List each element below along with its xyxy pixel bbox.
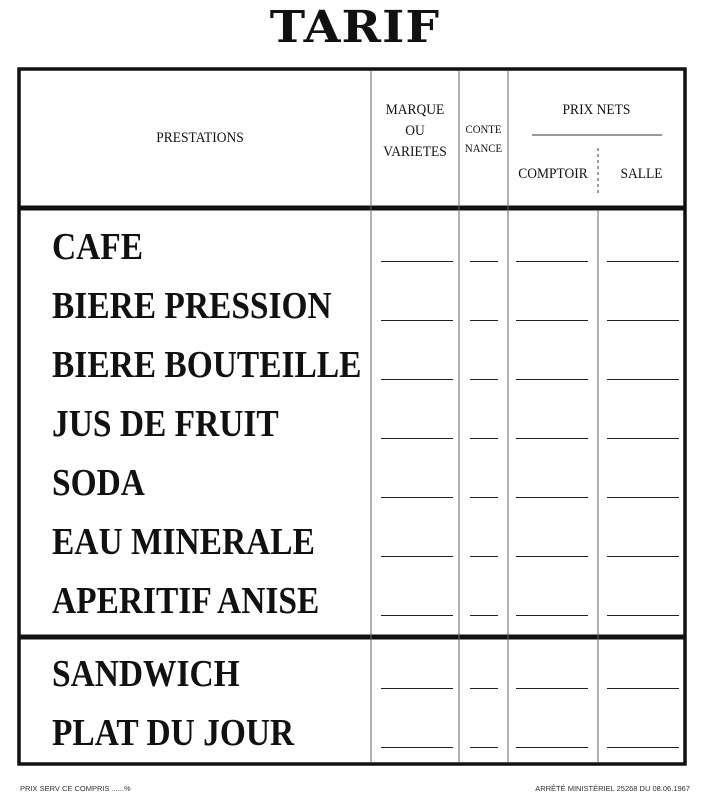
header-marque-line1: MARQUE: [385, 102, 445, 118]
contenance-blank[interactable]: [470, 688, 498, 689]
comptoir-blank[interactable]: [516, 556, 588, 557]
header-prestations: PRESTATIONS: [156, 130, 244, 146]
header-contenance-line2: NANCE: [464, 141, 503, 156]
header-comptoir: COMPTOIR: [518, 166, 588, 182]
marque-blank[interactable]: [381, 320, 453, 321]
header-salle: SALLE: [620, 166, 663, 182]
footer-service-note: PRIX SERV CE COMPRIS ......%: [20, 784, 131, 793]
contenance-blank[interactable]: [470, 261, 498, 262]
item-label: CAFE: [52, 226, 144, 268]
salle-blank[interactable]: [607, 320, 679, 321]
contenance-blank[interactable]: [470, 747, 498, 748]
header-contenance: [461, 120, 505, 158]
header-contenance-line1: CONTE: [465, 122, 502, 136]
header-marque-line3: VARIETES: [383, 144, 447, 160]
comptoir-blank[interactable]: [516, 497, 588, 498]
marque-blank[interactable]: [381, 556, 453, 557]
salle-blank[interactable]: [607, 615, 679, 616]
marque-blank[interactable]: [381, 379, 453, 380]
contenance-blank[interactable]: [470, 497, 498, 498]
marque-blank[interactable]: [381, 615, 453, 616]
item-label: EAU MINERALE: [52, 521, 315, 563]
marque-blank[interactable]: [381, 438, 453, 439]
contenance-blank[interactable]: [470, 438, 498, 439]
contenance-blank[interactable]: [470, 320, 498, 321]
comptoir-blank[interactable]: [516, 747, 588, 748]
header-marque: [375, 100, 454, 163]
item-label: BIERE BOUTEILLE: [52, 344, 362, 386]
salle-blank[interactable]: [607, 497, 679, 498]
salle-blank[interactable]: [607, 438, 679, 439]
salle-blank[interactable]: [607, 556, 679, 557]
item-label: SANDWICH: [52, 653, 240, 695]
footer-decree: ARRÊTÉ MINISTÉRIEL 25268 DU 08.06.1967: [535, 784, 690, 793]
contenance-blank[interactable]: [470, 615, 498, 616]
salle-blank[interactable]: [607, 379, 679, 380]
salle-blank[interactable]: [607, 747, 679, 748]
item-label: JUS DE FRUIT: [52, 403, 279, 445]
marque-blank[interactable]: [381, 497, 453, 498]
salle-blank[interactable]: [607, 688, 679, 689]
marque-blank[interactable]: [381, 688, 453, 689]
marque-blank[interactable]: [381, 261, 453, 262]
item-label: BIERE PRESSION: [52, 285, 332, 327]
comptoir-blank[interactable]: [516, 615, 588, 616]
comptoir-blank[interactable]: [516, 379, 588, 380]
header-prix-nets: PRIX NETS: [562, 102, 631, 118]
page-title: TARIF: [269, 2, 441, 53]
contenance-blank[interactable]: [470, 379, 498, 380]
comptoir-blank[interactable]: [516, 438, 588, 439]
contenance-blank[interactable]: [470, 556, 498, 557]
comptoir-blank[interactable]: [516, 320, 588, 321]
comptoir-blank[interactable]: [516, 688, 588, 689]
item-label: SODA: [52, 462, 145, 504]
marque-blank[interactable]: [381, 747, 453, 748]
item-label: APERITIF ANISE: [52, 580, 320, 622]
salle-blank[interactable]: [607, 261, 679, 262]
item-label: PLAT DU JOUR: [52, 712, 295, 754]
comptoir-blank[interactable]: [516, 261, 588, 262]
header-marque-line2: OU: [405, 123, 425, 139]
